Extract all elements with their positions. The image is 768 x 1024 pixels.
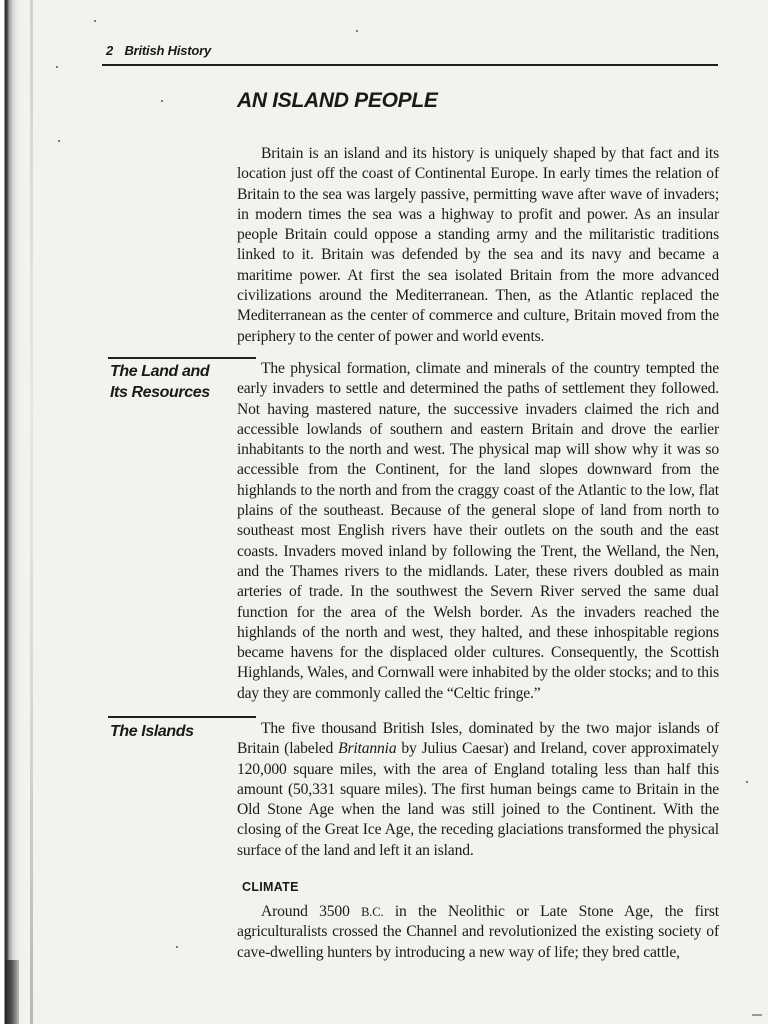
side-heading-line: The Islands bbox=[110, 723, 194, 740]
running-header bbox=[106, 43, 211, 58]
scan-speck bbox=[56, 66, 58, 68]
scan-speck bbox=[746, 781, 748, 783]
chapter-title: AN ISLAND PEOPLE bbox=[237, 89, 438, 112]
text-run: in the Neolithic or Late Stone Age, the first agriculturalists crossed the Channel and revolutionized the existing society of cave-dwelling hunters by introducing a new way of life; they bred cattle, bbox=[237, 903, 719, 961]
running-title: British History bbox=[124, 43, 212, 58]
section-rule-land bbox=[108, 357, 256, 359]
section-rule-islands bbox=[108, 716, 256, 718]
italic-term: Britannia bbox=[338, 740, 397, 758]
intro-paragraph: Britain is an island and its history is uniquely shaped by that fact and its location just off the coast of Continental Europe. In early times the relation of Britain to the sea was largely passive, permitting wave after wave of invaders; in modern times the sea was a highway to profit and power. As an insular people Britain could oppose a standing army and the militaristic traditions linked to it. Britain was defended by the sea and its navy and became a maritime power. At first the sea isolated Britain from the more advanced civilizations around the Mediterranean. Then, as the Atlantic replaced the Mediterranean as the center of commerce and culture, Britain moved from the periphery to the center of power and world events. bbox=[237, 145, 719, 345]
text-run: Around 3500 bbox=[261, 903, 362, 920]
scan-speck bbox=[94, 20, 96, 22]
text-run: by Julius Caesar) and Ireland, cover approximately 120,000 square miles, with the area of England totaling less than half this amount (50,331 square miles). The first human beings came to Britain in the Old Stone Age when the land was still joined to the Continent. With the closing of the Great Ice Age, the receding glaciations transformed the physical surface of the land and left it an island. bbox=[237, 740, 719, 859]
side-heading-islands bbox=[110, 721, 194, 742]
scan-speck bbox=[58, 140, 60, 142]
text-run: The five thousand British Isles, dominated by the two major islands of Britain (labeled bbox=[237, 720, 719, 758]
header-rule bbox=[102, 64, 718, 66]
side-heading-line: The Land and bbox=[110, 363, 210, 380]
page-number: 2 bbox=[106, 43, 114, 58]
land-resources-paragraph: The physical formation, climate and minerals of the country tempted the early invaders to settle and determined the paths of settlement they followed. Not having mastered nature, the successive invaders claimed the rich and accessible lowlands of southern and eastern Britain and drove the earlier inhabitants to the north and west. The physical map will show why it was so accessible from the Continent, for the land slopes downward from the highlands to the north and from the craggy coast of the Atlantic to the low, flat plains of the southeast. Because of the general slope of land from north to southeast most English rivers have their outlets on the south and the east coasts. Invaders moved inland by following the Trent, the Welland, the Nen, and the Thames rivers to the midlands. Later, these rivers doubled as main arteries of trade. In the southwest the Severn River served the same dual function for the area of the Welsh border. As the invaders reached the highlands of the north and west, they halted, and these inhospitable regions became havens for the displaced older cultures. Consequently, the Scottish Highlands, Wales, and Cornwall were inhabited by the older stocks; and to this day they are commonly called the “Celtic fringe.” bbox=[237, 360, 719, 702]
page-binding-edge bbox=[0, 0, 22, 1024]
scan-speck bbox=[356, 30, 358, 32]
binding-dark-corner bbox=[5, 960, 19, 1024]
climate-paragraph bbox=[237, 902, 719, 963]
side-heading-line: Its Resources bbox=[110, 384, 210, 401]
subheading-climate: CLIMATE bbox=[242, 880, 299, 894]
islands-paragraph bbox=[237, 719, 719, 861]
small-caps-era: B.C. bbox=[361, 905, 384, 919]
scan-speck bbox=[176, 946, 178, 948]
scan-mark bbox=[752, 1014, 762, 1016]
scan-speck bbox=[161, 100, 163, 102]
side-heading-land-resources bbox=[110, 361, 210, 403]
binding-shadow bbox=[30, 0, 33, 1024]
